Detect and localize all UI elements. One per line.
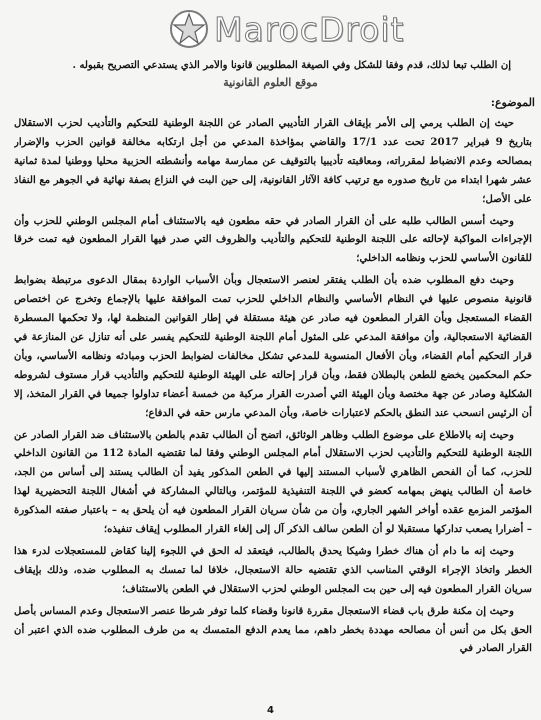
star-emblem-icon: [168, 8, 210, 50]
paragraph-jurisdiction: وحيث إن مكنة طرق باب قضاء الاستعجال مقررة قانونا وقضاء كلما توفر شرطا عنصر الاستعجال وعدم المساس بأصل الحق بكل من أنس أن مصالحه مهددة بخطر داهم، مما يعدم الدفع المتمسك به من طرف المطلوب ضده الذي اعتبر أن القرار الصادر في: [14, 604, 532, 655]
logo-wordmark: MarocDroit: [214, 9, 405, 49]
paragraph-urgency: وحيث إنه ما دام أن هناك خطرا وشيكا يحدق بالطالب، فيتعقد له الحق في اللجوء إلينا كقاض للمستعجلات لدرء هذا الخطر واتخاذ الإجراء الوقتي المناسب الذي تقتضيه حالة الاستعجال، خلافا لما تمسك به المطلوب ضده، وذلك بإيقاف سريان القرار المطعون فيه إلى حين بت المجلس الوطني لحزب الاستقلال في الطعن بالاستئناف؛: [14, 544, 532, 595]
site-watermark: موقع العلوم القانونية: [223, 76, 318, 89]
page-number: 4: [267, 705, 274, 716]
section-title: الموضوع:: [490, 96, 535, 109]
paragraph-defense: وحيث دفع المطلوب ضده بأن الطلب يفتقر لعنصر الاستعجال وبأن الأسباب الواردة بمقال الدعوى مرتبطة بضوابط قانونية منصوص عليها في النظام الأساسي والنظام الداخلي للحزب تمت الموافقة عليها بالإجماع وتخرج عن اختصاص القضاء المستعجل وبأن القرار المطعون فيه صادر عن هيئة مستقلة في إطار القوانين المنظمة لها، ولا تحكمها المسطرة القضائية الاستعجالية، وأن موافقة المدعي على المثول أمام اللجنة الوطنية للتحكيم يفسر على أنه تنازل عن المنازعة في قرار التحكيم أمام القضاء، وبأن الأفعال المنسوبة للمدعي تشكل مخالفات لضوابط الحزب ومبادئه ونظامه الأساسي، وبأن حكم المحكمين يخضع للطعن بالبطلان فقط، وبأن قرار إحالته على الهيئة الوطنية للتحكيم والتأديب قرار مستوف لشروطه الشكلية وصادر عن جهة مختصة وبأن الهيئة التي أصدرت القرار مركبة من خمسة أعضاء تداولوا جميعا في القرار المتخذ، إلا أن الرئيس انسحب عند النطق بالحكم لاعتبارات خاصة، وبأن المدعي مارس حقه في الدفاع؛: [14, 274, 532, 419]
paragraph-request: حيث إن الطلب يرمي إلى الأمر بإيقاف القرار التأديبي الصادر عن اللجنة الوطنية للتحكيم والتأديب لحزب الاستقلال بتاريخ 9 فبراير 2017 تحت عدد 17/1 والقاضي بمؤاخذة المدعي من أجل ارتكابه مخالفة قوانين الحزب والإضرار بمصالحه وعدم الانضباط لمقرراته، ومعاقبته تأديبيا بالتوقيف عن ممارسة مهامه وأنشطته الحزبية محليا ووطنيا لمدة ثمانية عشر شهرا ابتداء من تاريخ صدوره مع ترتيب كافة الآثار القانونية، إلى حين البت في النزاع بصفة نهائية في الجوهر مع النفاذ على الأصل؛: [14, 117, 532, 205]
admissibility-line: إن الطلب تبعا لذلك، قدم وفقا للشكل وفي الصيغة المطلوبين قانونا والأمر الذي يستدعي التصريح بقبوله .: [72, 60, 511, 71]
judgment-body: [14, 114, 532, 704]
paragraph-grounds: وحيث أسس الطالب طلبه على أن القرار الصادر في حقه مطعون فيه بالاستئناف أمام المجلس الوطني للحزب وأن الإجراءات المواكبة لإحالته على اللجنة الوطنية للتحكيم والتأديب والظروف التي صدر فيها القرار المطعون فيه تمت خرقا للقانون الأساسي للحزب ونظامه الداخلي؛: [14, 214, 532, 265]
marocdroit-logo: [168, 8, 404, 50]
paragraph-examination: وحيث إنه بالاطلاع على موضوع الطلب وظاهر الوثائق، اتضح أن الطالب تقدم بالطعن بالاستئناف ضد القرار الصادر عن اللجنة الوطنية للتحكيم والتأديب لحزب الاستقلال أمام المجلس الوطني وفقا لما تقتضيه المادة 112 من القانون الداخلي للحزب، كما أن الفحص الظاهري لأسباب المستند إليها في الطعن المذكور يفيد أن الطالب يستند إلى أساس من الجد، خاصة أن الطالب ينهض بمهامه كعضو في اللجنة التنفيذية للمؤتمر، وبالتالي المشاركة في أشغال اللجنة التحضيرية لهذا المؤتمر المزمع عقده أواخر الشهر الجاري، وأن من شأن سريان القرار المطعون فيه أن يلحق به – باعتبار صفته المذكورة – أضرارا يصعب تداركها مستقبلا لو أن الطعن سالف الذكر آل إلى إلغاء القرار المطلوب إيقاف تنفيذه؛: [14, 428, 532, 536]
